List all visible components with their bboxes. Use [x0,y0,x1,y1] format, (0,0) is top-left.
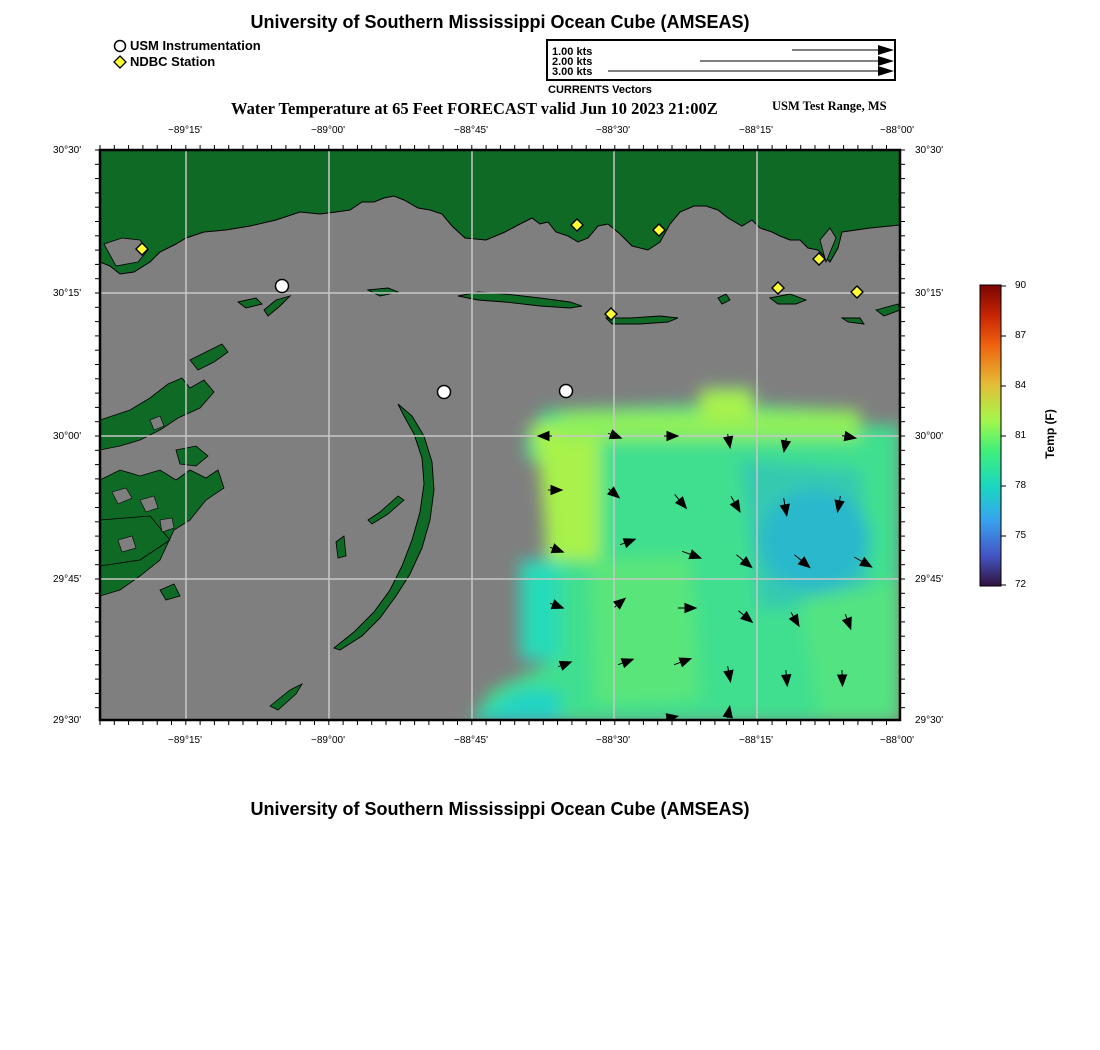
colorbar-tick-label: 81 [1015,430,1027,441]
legend-ndbc-label: NDBC Station [130,54,216,69]
colorbar [975,280,1015,592]
lat-tick-right: 29°45' [915,574,944,585]
vector-key-label-2: 2.00 kts [552,56,593,68]
lon-tick-top: −89°00' [311,125,345,136]
lon-tick-bottom: −88°15' [739,735,773,746]
colorbar-title: Temp (F) [1043,409,1057,459]
colorbar-title-wrap [1010,409,1090,459]
lat-tick-right: 30°00' [915,431,944,442]
colorbar-tick-label: 90 [1015,280,1027,291]
lat-tick-right: 29°30' [915,715,944,726]
vector-key-caption: CURRENTS Vectors [548,84,652,96]
lat-tick-left: 29°30' [53,715,82,726]
colorbar-tick-label: 84 [1015,380,1027,391]
vector-key-label-1: 1.00 kts [552,46,593,58]
usm-station-marker [560,385,573,398]
colorbar-ticks [1001,286,1006,585]
colorbar-tick-label: 72 [1015,579,1027,590]
lon-tick-bottom: −88°30' [596,735,630,746]
colorbar-tick-label: 75 [1015,530,1027,541]
lon-tick-bottom: −88°00' [880,735,914,746]
map-region: USM Test Range, MS [772,99,887,113]
lon-tick-top: −88°30' [596,125,630,136]
lon-tick-bottom: −89°15' [168,735,202,746]
colorbar-ramp [980,285,1001,586]
legend-usm-label: USM Instrumentation [130,38,261,53]
lon-tick-top: −89°15' [168,125,202,136]
lon-tick-top: −88°15' [739,125,773,136]
map-subtitle: Water Temperature at 65 Feet FORECAST valid Jun 10 2023 21:00Z [231,99,718,118]
usm-station-marker [276,280,289,293]
colorbar-tick-label: 78 [1015,480,1027,491]
lat-tick-left: 30°15' [53,288,82,299]
colorbar-tick-label: 87 [1015,330,1027,341]
vector-key-label-3: 3.00 kts [552,66,593,78]
lat-tick-left: 30°00' [53,431,82,442]
bottom-title: University of Southern Mississippi Ocean Cube (AMSEAS) [250,799,750,819]
lat-tick-left: 29°45' [53,574,82,585]
page-title: University of Southern Mississippi Ocean Cube (AMSEAS) [250,12,750,32]
usm-station-marker [438,386,451,399]
lon-tick-bottom: −89°00' [311,735,345,746]
lat-tick-right: 30°30' [915,145,944,156]
lon-tick-top: −88°00' [880,125,914,136]
lat-tick-left: 30°30' [53,145,82,156]
lon-tick-bottom: −88°45' [454,735,488,746]
lat-tick-right: 30°15' [915,288,944,299]
lon-tick-top: −88°45' [454,125,488,136]
